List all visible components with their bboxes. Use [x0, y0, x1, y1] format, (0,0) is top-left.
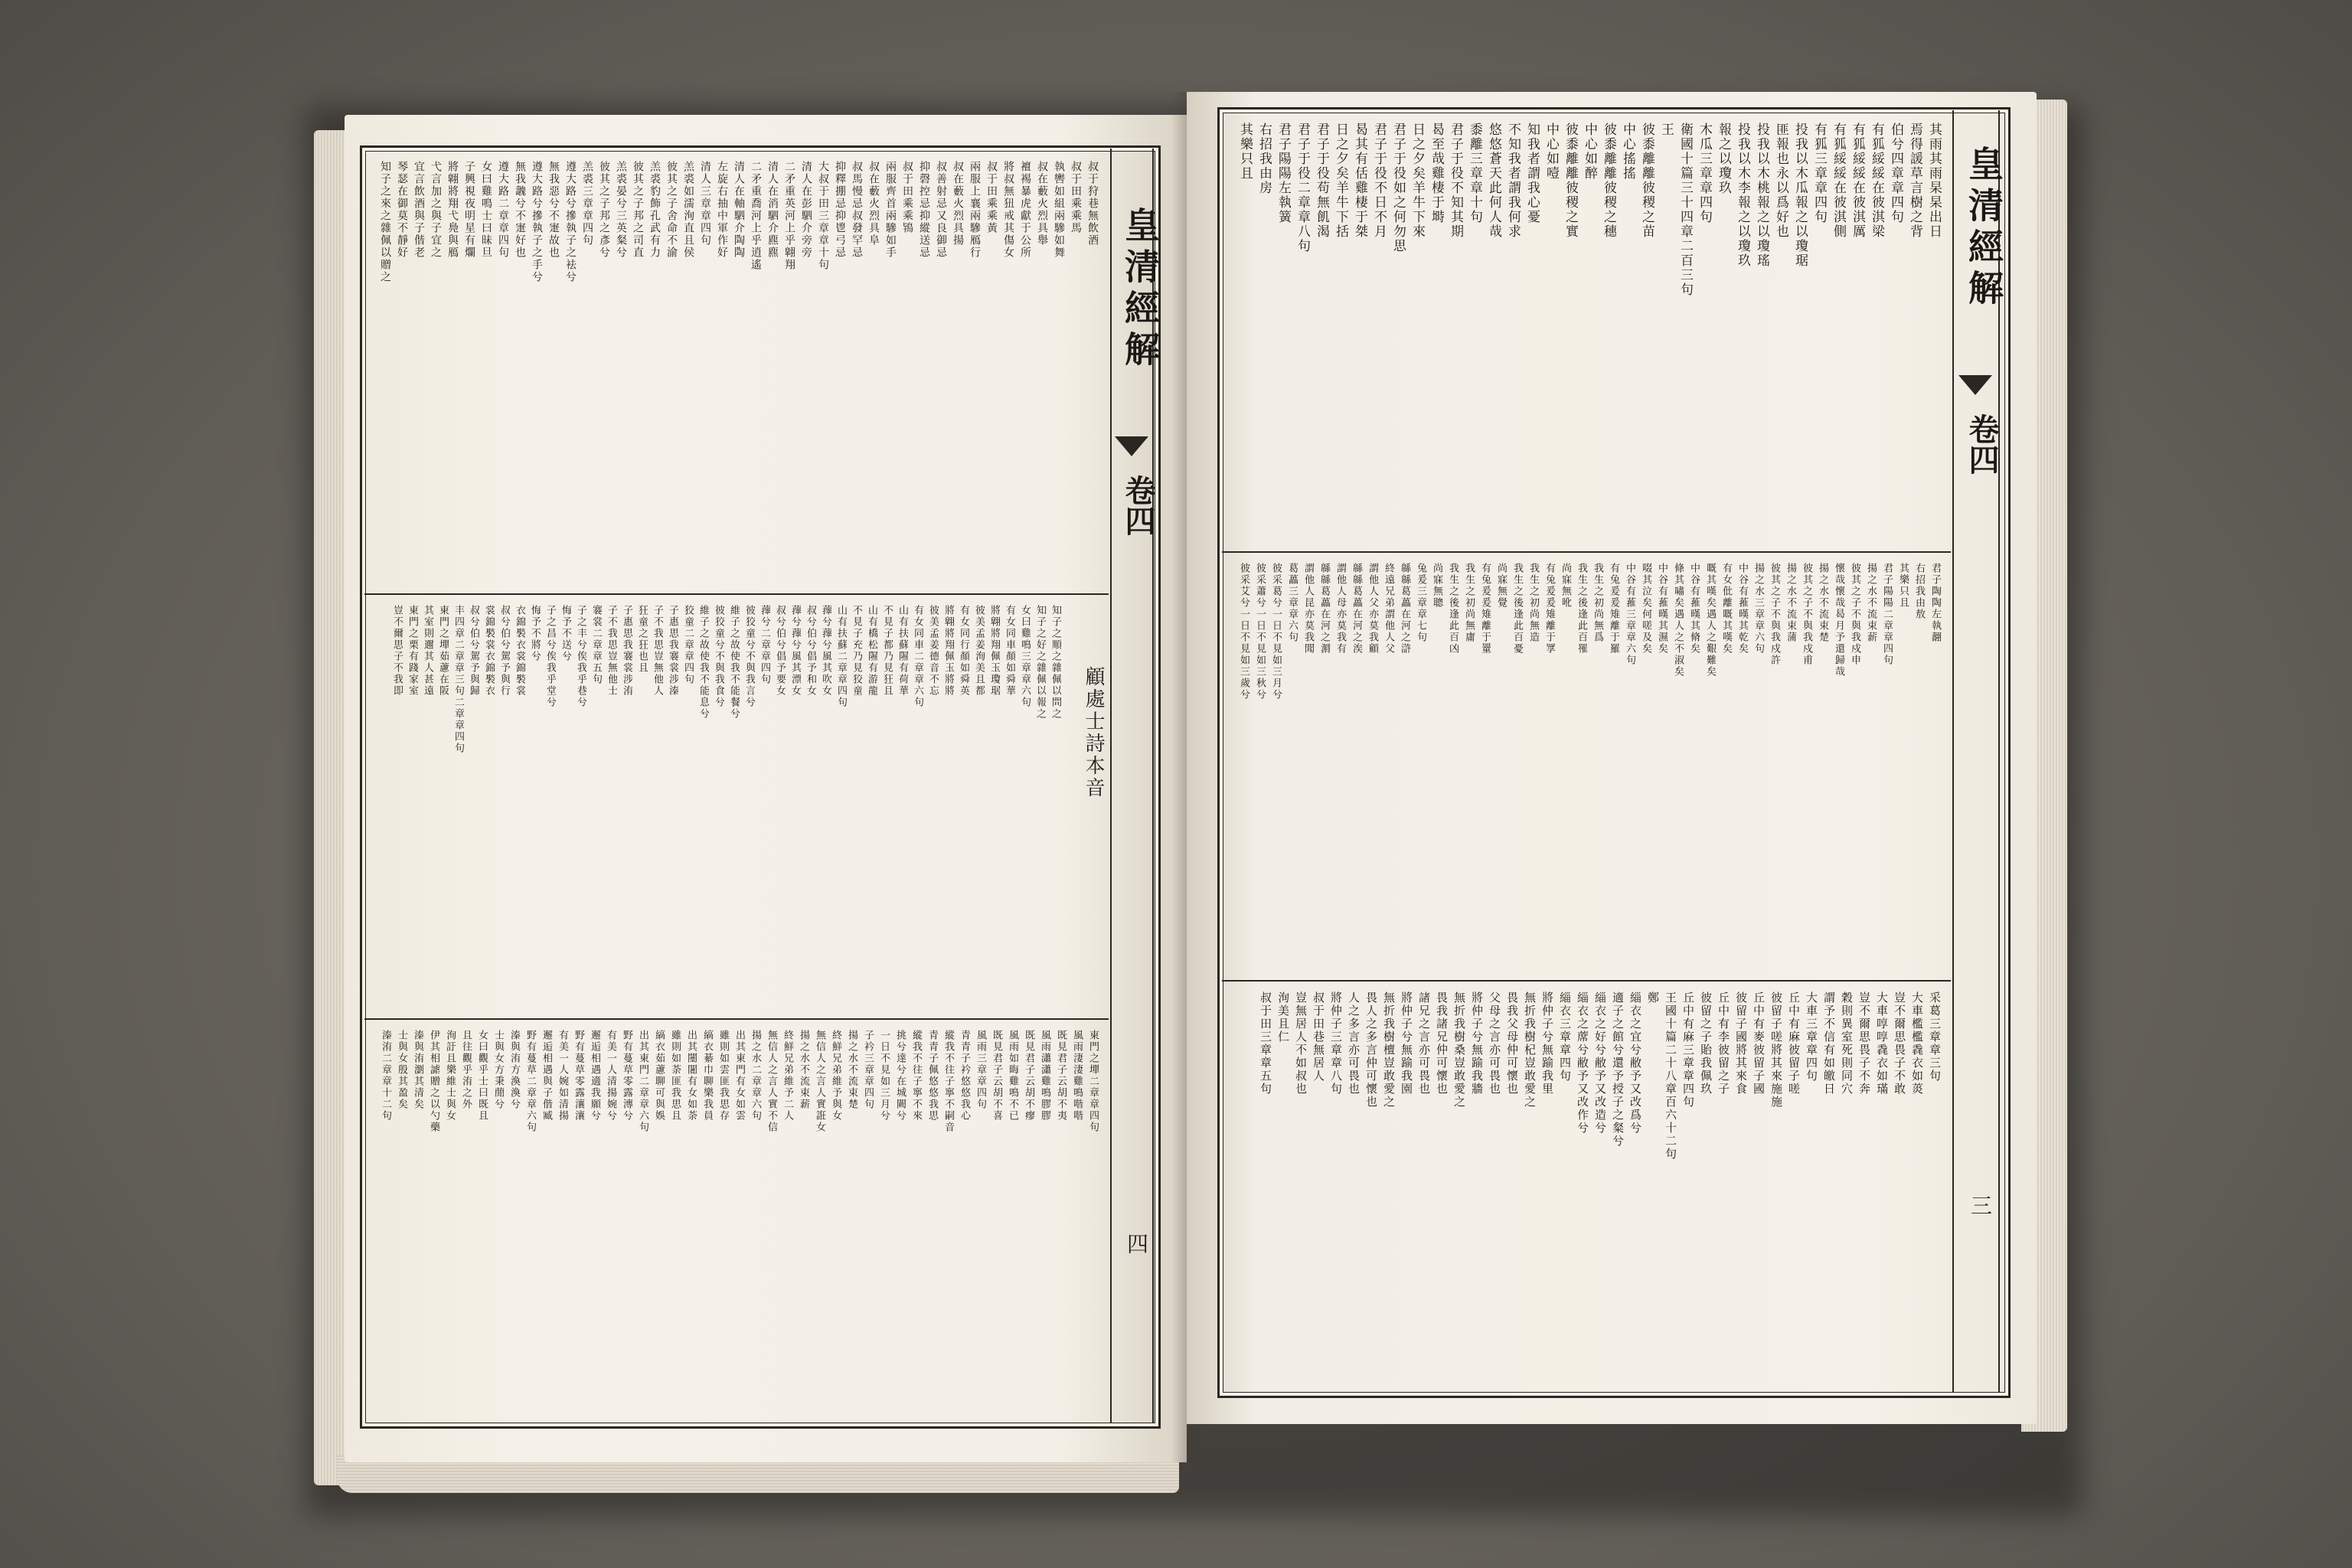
text-column: 揚之水不流束薪: [798, 1030, 809, 1110]
text-column: 子不我思豈無他士: [606, 605, 617, 697]
text-column: 有兔爰爰雉離于羅: [1608, 563, 1619, 655]
text-column: 風雨如晦雞鳴不已: [1007, 1030, 1018, 1122]
text-column: 中谷有蓷暵其脩矣: [1688, 563, 1700, 655]
text-column: 畏我父母仲可懷也: [1505, 991, 1519, 1096]
text-column: 有狐三章章四句: [1811, 122, 1827, 224]
text-column: 遵大路兮摻執子之手兮: [531, 161, 543, 283]
text-column: 緜緜葛藟在河之滸: [1399, 563, 1410, 655]
text-column: 無我魗兮不寁好也: [514, 161, 526, 259]
text-column: 有美一人清揚婉兮: [605, 1030, 616, 1122]
fish-tail-mark: [1115, 436, 1148, 456]
text-column: 士與女殷其盈矣: [396, 1030, 407, 1110]
left-bottom-band: [372, 1030, 1099, 1413]
text-column: 畏我諸兄仲可懷也: [1435, 991, 1449, 1096]
text-column: 彼黍離離彼稷之實: [1563, 122, 1578, 239]
text-column: 維子之故使我不能息兮: [697, 605, 709, 720]
text-column: 揚之水二章章六句: [750, 1030, 761, 1122]
text-column: 有女同車二章章六句: [912, 605, 923, 708]
text-column: 叔在藪火烈具揚: [952, 161, 964, 247]
chapter-number: 卷四: [1120, 475, 1156, 536]
text-column: 豈不爾思畏子不奔: [1857, 991, 1871, 1096]
text-column: 洵訏且樂維士與女: [444, 1030, 456, 1122]
right-bottom-band: [1230, 991, 1942, 1386]
text-column: 懷哉懷哉曷月予還歸哉: [1833, 563, 1844, 678]
text-column: 蘀兮蘀兮風其吹女: [820, 605, 831, 697]
text-column: 子之昌兮俟我乎堂兮: [544, 605, 556, 708]
text-column: 悔予不送兮: [560, 605, 571, 662]
text-column: 有兔爰爰雉離于罦: [1544, 563, 1555, 655]
text-column: 叔兮伯兮倡予要女: [774, 605, 786, 697]
text-column: 彼采葛兮一日不見如三月兮: [1270, 563, 1282, 701]
text-column: 清人在消駟介麃麃: [766, 161, 779, 259]
page-number: 四: [1124, 1233, 1149, 1254]
text-column: 女曰雞鳴士曰昧旦: [480, 161, 492, 259]
text-column: 一日不見如三月兮: [878, 1030, 890, 1122]
text-column: 蘀兮蘀兮風其漂女: [789, 605, 801, 697]
text-column: 宜言飲酒與子偕老: [413, 161, 425, 259]
text-column: 子衿三章章四句: [862, 1030, 874, 1110]
text-column: 大車檻檻毳衣如菼: [1910, 991, 1924, 1096]
text-column: 緇衣之好兮敝予又改造兮: [1593, 991, 1607, 1135]
text-column: 投我以木李報之以瓊玖: [1735, 122, 1750, 268]
text-column: 子惠思我褰裳涉洧: [621, 605, 632, 697]
text-column: 將仲子兮無踰我園: [1400, 991, 1413, 1096]
text-column: 揚之水不流束蒲: [1785, 563, 1796, 643]
text-column: 無我惡兮不寁故也: [547, 161, 560, 259]
text-column: 狡童二章章四句: [682, 605, 694, 685]
text-column: 清人三章章四句: [699, 161, 711, 247]
text-column: 伯兮四章章四句: [1888, 122, 1903, 224]
text-column: 曷至哉雞棲于塒: [1429, 122, 1444, 224]
text-column: 謂他人昆亦莫我聞: [1302, 563, 1314, 655]
text-column: 既見君子云胡不夷: [1055, 1030, 1067, 1122]
right-middle-band: [1230, 563, 1942, 972]
text-column: 曷其有佸雞棲于桀: [1352, 122, 1367, 239]
text-column: 謂他人父亦莫我顧: [1367, 563, 1378, 655]
band-divider-top: [1222, 551, 1951, 553]
book-title: 皇清經解: [1963, 145, 2004, 311]
text-column: 悔予不將兮: [529, 605, 541, 662]
text-column: 我生之初尚無造: [1527, 563, 1539, 643]
text-column: 王國十篇二十八章百六十二句: [1664, 991, 1677, 1161]
text-column: 青青子衿悠悠我心: [959, 1030, 970, 1122]
text-column: 有女同車顏如舜華: [1004, 605, 1015, 697]
text-column: 尚寐無覺: [1495, 563, 1507, 609]
text-column: 無信人之言人實誑女: [814, 1030, 825, 1133]
text-column: 執轡如組兩驂如舞: [1053, 161, 1065, 259]
text-column: 彼留子嗟將其來施施: [1769, 991, 1783, 1109]
text-column: 揚之水不流束薪: [1865, 563, 1877, 643]
text-column: 謂予不信有如皦日: [1822, 991, 1836, 1096]
text-column: 中心如醉: [1582, 122, 1597, 181]
text-column: 且往觀乎洧之外: [460, 1030, 472, 1110]
text-column: 有女同行顏如舜英: [958, 605, 969, 697]
text-column: 有狐綏綏在彼淇側: [1831, 122, 1846, 239]
text-column: 維子之故使我不能餐兮: [728, 605, 740, 720]
text-column: 嘅其嘆矣遇人之艱難矣: [1704, 563, 1716, 678]
text-column: 大叔于田三章章十句: [817, 161, 829, 271]
text-column: 抑磬控忌抑縱送忌: [918, 161, 930, 259]
text-column: 父母之言亦可畏也: [1488, 991, 1501, 1096]
text-column: 鄭: [1646, 991, 1660, 1004]
text-column: 清人在彭駟介旁旁: [800, 161, 812, 259]
text-column: 彼其之子舍命不渝: [665, 161, 678, 259]
band-divider-top: [364, 593, 1109, 595]
text-column: 豈無居人不如叔也: [1294, 991, 1308, 1096]
text-column: 黍離三章章十句: [1467, 122, 1482, 224]
text-column: 士與女方秉蕑兮: [492, 1030, 504, 1110]
text-column: 將仲子兮無踰我牆: [1470, 991, 1484, 1096]
text-column: 女曰觀乎士曰既且: [476, 1030, 488, 1122]
text-column: 中心如噎: [1544, 122, 1559, 181]
text-column: 緜緜葛藟在河之涘: [1351, 563, 1362, 655]
text-column: 條其嘯矣遇人之不淑矣: [1672, 563, 1684, 678]
text-column: 遵大路二章章四句: [497, 161, 509, 259]
text-column: 彼狡童兮不與我食兮: [713, 605, 724, 708]
text-column: 遵大路兮摻執子之袪兮: [564, 161, 577, 283]
text-column: 彼其之子不與我戍申: [1849, 563, 1860, 666]
margin-rule: [1952, 110, 1954, 1392]
text-column: 畏人之多言仲可懷也: [1364, 991, 1378, 1109]
text-column: 知我者謂我心憂: [1524, 122, 1540, 224]
text-column: 緇衣之蓆兮敝予又改作兮: [1576, 991, 1589, 1135]
text-column: 野有蔓草二章章六句: [524, 1030, 536, 1133]
text-column: 悠悠蒼天此何人哉: [1486, 122, 1501, 239]
right-page: [1187, 92, 2037, 1424]
left-page: [345, 115, 1187, 1462]
text-column: 縱我不往子寧不嗣音: [942, 1030, 954, 1133]
text-column: 大車三章章四句: [1805, 991, 1818, 1083]
text-column: 叔馬慢忌叔發罕忌: [851, 161, 863, 259]
text-column: 弋言加之與子宜之: [430, 161, 442, 259]
text-column: 人之多言亦可畏也: [1347, 991, 1361, 1096]
text-column: 羔裘如濡洵直且侯: [682, 161, 694, 259]
text-column: 彼其之子不與我戍甫: [1801, 563, 1812, 666]
text-column: 洵美且仁: [1276, 991, 1290, 1044]
right-top-band: [1230, 122, 1942, 544]
text-column: 二矛重喬河上乎逍遙: [750, 161, 762, 271]
text-column: 豈不爾思子不我即: [391, 605, 403, 697]
text-column: 知子之順之雜佩以問之: [1050, 605, 1061, 720]
text-column: 溱與洧瀏其清矣: [412, 1030, 423, 1110]
text-column: 丘中有李彼留之子: [1717, 991, 1730, 1096]
text-column: 叔在藪火烈具舉: [1036, 161, 1048, 247]
text-column: 君子于役如之何勿思: [1390, 122, 1406, 253]
text-column: 日之夕矣羊牛下來: [1410, 122, 1425, 239]
text-column: 彼美孟姜德音不忘: [927, 605, 939, 697]
text-column: 不見子充乃見狡童: [851, 605, 862, 697]
text-column: 彼黍離離彼稷之穗: [1601, 122, 1616, 239]
text-column: 抑釋掤忌抑鬯弓忌: [834, 161, 846, 259]
section-caption: 顧處士詩本音: [1082, 666, 1105, 799]
text-column: 終遠兄弟謂他人父: [1383, 563, 1394, 655]
text-column: 無信人之言人實不信: [766, 1030, 777, 1133]
text-column: 葛藟三章章六句: [1286, 563, 1298, 643]
text-column: 叔于田乘乘鴇: [901, 161, 913, 234]
margin-rule: [1110, 149, 1112, 1423]
text-column: 適子之館兮還予授子之粲兮: [1611, 991, 1625, 1148]
text-column: 叔于田乘乘黃: [985, 161, 998, 234]
text-column: 君子于役二章章八句: [1295, 122, 1310, 253]
text-column: 彼狡童兮不與我言兮: [743, 605, 755, 708]
text-column: 中谷有蓷暵其濕矣: [1656, 563, 1668, 655]
text-column: 焉得諼草言樹之背: [1907, 122, 1922, 239]
book-title: 皇清經解: [1119, 207, 1161, 372]
text-column: 報之以瓊玖: [1716, 122, 1731, 195]
text-column: 叔兮伯兮駕予與歸: [468, 605, 479, 697]
text-column: 無折我樹杞豈敢愛之: [1523, 991, 1537, 1109]
text-column: 木瓜三章章四句: [1697, 122, 1712, 224]
text-column: 有狐綏綏在彼淇厲: [1850, 122, 1865, 239]
text-column: 揚之水不流束楚: [1817, 563, 1828, 643]
text-column: 衣錦褧衣裳錦褧裳: [514, 605, 525, 697]
text-column: 子惠思我褰裳涉溱: [667, 605, 678, 697]
text-column: 彼美孟姜洵美且都: [973, 605, 985, 697]
text-column: 野有蔓草零露漙兮: [621, 1030, 632, 1122]
text-column: 清人在軸駟介陶陶: [733, 161, 745, 259]
text-column: 中心搖搖: [1620, 122, 1635, 181]
text-column: 雖則如雲匪我思存: [717, 1030, 729, 1122]
text-column: 挑兮達兮在城闕兮: [894, 1030, 906, 1122]
text-column: 子之丰兮俟我乎巷兮: [575, 605, 586, 708]
text-column: 風雨三章章四句: [975, 1030, 986, 1110]
text-column: 既見君子云胡不瘳: [1023, 1030, 1034, 1122]
text-column: 知子之來之雜佩以贈之: [379, 161, 391, 283]
band-divider-bottom: [1222, 980, 1951, 982]
text-column: 投我以木桃報之以瓊瑤: [1754, 122, 1769, 268]
text-column: 采葛三章章三句: [1928, 991, 1942, 1083]
text-column: 我生之初尚無爲: [1592, 563, 1603, 643]
text-column: 不見子都乃見狂且: [881, 605, 893, 697]
text-column: 邂逅相遇與子偕臧: [541, 1030, 552, 1122]
text-column: 將翺將翔弋鳧與鴈: [446, 161, 459, 259]
text-column: 縱我不往子寧不來: [910, 1030, 922, 1122]
text-column: 襢裼暴虎獻于公所: [1019, 161, 1031, 259]
text-column: 緇衣三章章四句: [1558, 991, 1572, 1083]
text-column: 風雨瀟瀟雞鳴膠膠: [1039, 1030, 1050, 1122]
text-column: 其雨其雨杲杲出日: [1926, 122, 1942, 239]
text-column: 叔在藪火烈具阜: [867, 161, 880, 247]
text-column: 投我以木瓜報之以瓊琚: [1792, 122, 1808, 268]
text-column: 揚之水不流束楚: [846, 1030, 858, 1110]
page-number: 三: [1968, 1194, 1993, 1216]
text-column: 出其闉闍有女如荼: [685, 1030, 697, 1122]
text-column: 緜緜葛藟在河之漘: [1318, 563, 1330, 655]
text-column: 叔于田三章章五句: [1259, 991, 1272, 1096]
text-column: 中谷有蓷暵其乾矣: [1736, 563, 1748, 655]
text-column: 溱與洧方渙渙兮: [508, 1030, 520, 1110]
text-column: 其樂只且: [1897, 563, 1909, 609]
text-column: 日之夕矣羊牛下括: [1333, 122, 1348, 239]
text-column: 東門之栗有踐家室: [407, 605, 418, 697]
text-column: 丘中有麻三章章四句: [1681, 991, 1695, 1109]
text-column: 溱洧二章章十二句: [380, 1030, 391, 1122]
text-column: 君子于役苟無飢渴: [1314, 122, 1329, 239]
text-column: 君子陽陽二章章四句: [1881, 563, 1893, 666]
text-column: 君子于役不日不月: [1371, 122, 1387, 239]
text-column: 出其東門二章章六句: [637, 1030, 648, 1133]
text-column: 豈不爾思畏子不敢: [1893, 991, 1906, 1096]
text-column: 穀則異室死則同穴: [1840, 991, 1854, 1096]
text-column: 我生之後逢此百罹: [1576, 563, 1587, 655]
text-column: 丰四章二章章三句二章章四句: [452, 605, 464, 754]
text-column: 君子于役不知其期: [1448, 122, 1463, 239]
text-column: 知子之好之雜佩以報之: [1034, 605, 1046, 720]
text-column: 東門之墠茹藘在阪: [437, 605, 449, 697]
text-column: 琴瑟在御莫不靜好: [396, 161, 408, 259]
text-column: 左旋右抽中軍作好: [716, 161, 728, 259]
text-column: 二矛重英河上乎翺翔: [783, 161, 795, 271]
text-column: 縞衣茹藘聊可與娛: [653, 1030, 665, 1122]
text-column: 我生之後逢此百凶: [1447, 563, 1459, 655]
text-column: 丘中有麻彼留子嗟: [1787, 991, 1801, 1096]
text-column: 兔爰三章章七句: [1415, 563, 1426, 643]
text-column: 我生之初尚無庸: [1463, 563, 1475, 643]
text-column: 既見君子云胡不喜: [991, 1030, 1002, 1122]
text-column: 羔裘豹飾孔武有力: [648, 161, 661, 259]
text-column: 右招我由敖: [1913, 563, 1925, 620]
text-column: 叔于田乘乘馬: [1070, 161, 1082, 234]
text-column: 中谷有蓷三章章六句: [1624, 563, 1635, 666]
text-column: 將叔無狃戒其傷女: [1002, 161, 1014, 259]
text-column: 君子陽陽左執簧: [1276, 122, 1291, 224]
text-column: 彼留之子貽我佩玖: [1699, 991, 1713, 1096]
text-column: 謂他人母亦莫我有: [1334, 563, 1346, 655]
text-column: 王: [1658, 122, 1674, 137]
text-column: 邂逅相遇適我願兮: [589, 1030, 600, 1122]
text-column: 叔兮伯兮倡予和女: [805, 605, 816, 697]
text-column: 尚寐無吪: [1560, 563, 1571, 609]
text-column: 將仲子兮無踰我里: [1540, 991, 1554, 1096]
text-column: 無折我樹檀豈敢愛之: [1382, 991, 1396, 1109]
text-column: 衛國十篇三十四章二百三句: [1677, 122, 1693, 297]
text-column: 女曰雞鳴三章章六句: [1019, 605, 1031, 708]
text-column: 子興視夜明星有爛: [463, 161, 475, 259]
text-column: 諸兄之言亦可畏也: [1417, 991, 1431, 1096]
text-column: 其樂只且: [1237, 122, 1253, 181]
text-column: 彼采蕭兮一日不見如三秋兮: [1254, 563, 1266, 701]
text-column: 彼黍離離彼稷之苗: [1639, 122, 1655, 239]
text-column: 我生之後逢此百憂: [1511, 563, 1523, 655]
chapter-number: 卷四: [1964, 413, 2000, 475]
text-column: 雖則如荼匪我思且: [669, 1030, 681, 1122]
text-column: 蘀兮二章章四句: [759, 605, 770, 685]
text-column: 羔裘三章章四句: [581, 161, 593, 247]
text-column: 右招我由房: [1256, 122, 1272, 195]
text-column: 丘中有麥彼留子國: [1752, 991, 1766, 1096]
fish-tail-mark: [1958, 375, 1992, 395]
left-middle-band: [372, 605, 1061, 1011]
text-column: 啜其泣矣何嗟及矣: [1640, 563, 1651, 655]
text-column: 將仲子三章章八句: [1329, 991, 1343, 1096]
text-column: 揚之水三章章六句: [1753, 563, 1764, 655]
text-column: 叔兮伯兮駕予與行: [498, 605, 510, 697]
text-column: 青青子佩悠悠我思: [926, 1030, 938, 1122]
text-column: 有兔爰爰雉離于罿: [1479, 563, 1491, 655]
text-column: 狂童之狂也且: [636, 605, 648, 674]
text-column: 有美一人婉如清揚: [557, 1030, 568, 1122]
text-column: 君子陶陶左執翿: [1929, 563, 1941, 643]
left-top-band: [372, 161, 1099, 586]
text-column: 山有橋松隰有游龍: [866, 605, 877, 697]
text-column: 其室則邇其人甚遠: [422, 605, 433, 697]
text-column: 將翺將翔佩玉瓊琚: [988, 605, 1000, 697]
text-column: 山有扶蘇隰有荷華: [897, 605, 908, 697]
text-column: 有狐綏綏在彼淇梁: [1869, 122, 1884, 239]
text-column: 風雨淒淒雞鳴喈喈: [1071, 1030, 1083, 1122]
text-column: 叔善射忌又良御忌: [935, 161, 947, 259]
text-column: 叔于狩巷無飲酒: [1086, 161, 1099, 247]
text-column: 彼采艾兮一日不見如三歲兮: [1238, 563, 1250, 701]
text-column: 山有扶蘇二章章四句: [835, 605, 847, 708]
text-column: 有女仳離嘅其嘆矣: [1720, 563, 1732, 655]
band-divider-bottom: [364, 1018, 1109, 1020]
text-column: 大車啍啍毳衣如璊: [1875, 991, 1889, 1096]
text-column: 尚寐無聰: [1431, 563, 1442, 609]
text-column: 伊其相謔贈之以勺藥: [428, 1030, 439, 1133]
text-column: 將翺將翔佩玉將將: [942, 605, 954, 697]
text-column: 終鮮兄弟維予與女: [830, 1030, 841, 1122]
text-column: 終鮮兄弟維予二人: [782, 1030, 793, 1122]
text-column: 不知我者謂我何求: [1505, 122, 1521, 239]
text-column: 兩服齊首兩驂如手: [884, 161, 897, 259]
text-column: 緇衣之宜兮敝予又改爲兮: [1628, 991, 1642, 1135]
text-column: 出其東門有女如雲: [733, 1030, 745, 1122]
text-column: 無折我樹桑豈敢愛之: [1452, 991, 1466, 1109]
text-column: 東門之墠二章章四句: [1087, 1030, 1099, 1133]
text-column: 子不我思豈無他人: [652, 605, 663, 697]
text-column: 彼其之子邦之司直: [632, 161, 644, 259]
text-column: 彼其之子不與我戍許: [1769, 563, 1780, 666]
text-column: 野有蔓草零露瀼瀼: [573, 1030, 584, 1122]
text-column: 羔裘晏兮三英粲兮: [615, 161, 627, 259]
text-column: 縞衣綦巾聊樂我員: [701, 1030, 713, 1122]
text-column: 彼其之子邦之彥兮: [598, 161, 610, 259]
text-column: 叔于田巷無居人: [1312, 991, 1325, 1083]
text-column: 褰裳二章章五句: [590, 605, 602, 685]
text-column: 兩服上襄兩驂鴈行: [969, 161, 981, 259]
text-column: 匪報也永以爲好也: [1773, 122, 1788, 239]
text-column: 彼留子國將其來食: [1734, 991, 1748, 1096]
text-column: 裳錦褧裳衣錦褧衣: [483, 605, 495, 697]
